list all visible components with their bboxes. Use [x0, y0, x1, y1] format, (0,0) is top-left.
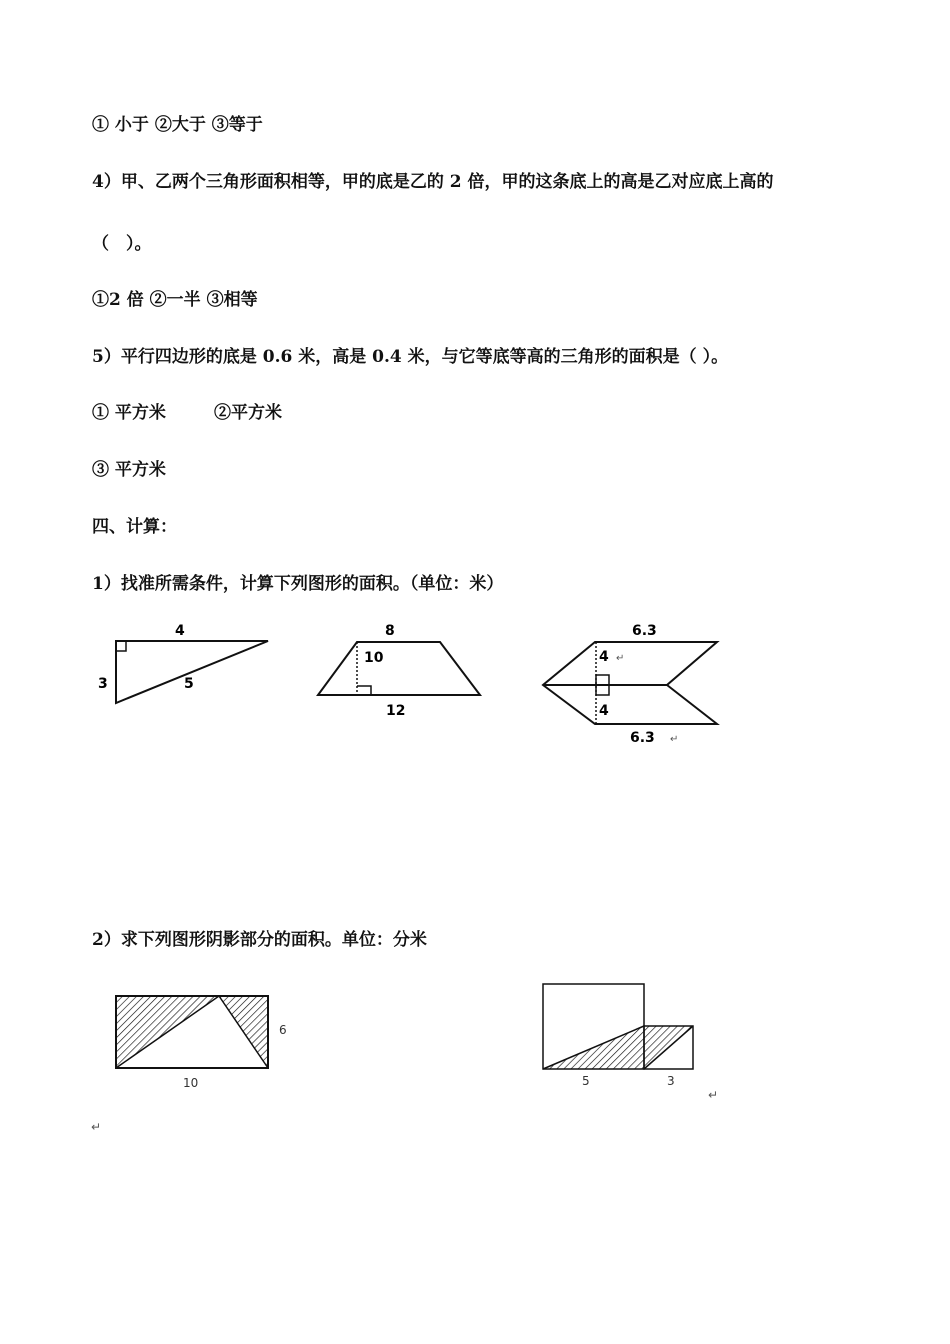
triangle-hyp-label: 5 — [184, 676, 194, 692]
return-mark: ↵ — [616, 653, 625, 664]
rect-side-label: 6 — [279, 1023, 287, 1037]
return-mark: ↵ — [91, 1120, 102, 1134]
return-mark: ↵ — [670, 734, 679, 745]
rect-bottom-label: 10 — [183, 1076, 199, 1090]
trapezoid-bottom-label: 12 — [386, 703, 406, 719]
q5-option-3: ③ 平方米 — [92, 460, 166, 480]
triangle-top-label: 4 — [175, 623, 185, 639]
square-right-label: 3 — [667, 1074, 675, 1088]
trapezoid-top-label: 8 — [385, 623, 395, 639]
q4-blank: （ ）。 — [92, 234, 152, 254]
arrow-top-label: 6.3 — [632, 623, 657, 639]
return-mark: ↵ — [708, 1088, 719, 1100]
trapezoid-height-label: 10 — [364, 650, 384, 666]
arrow-bottom-label: 6.3 — [630, 730, 655, 746]
right-triangle-figure — [90, 615, 280, 715]
q5-option-2: ②平方米 — [214, 403, 282, 423]
q4-stem: 4）甲、乙两个三角形面积相等，甲的底是乙的 2 倍，甲的这条底上的高是乙对应底上高的 — [92, 172, 774, 192]
shaded-rectangle-figure — [105, 985, 315, 1095]
square-left-label: 5 — [582, 1074, 590, 1088]
calc1-title: 1）找准所需条件，计算下列图形的面积。（单位：米） — [92, 574, 504, 594]
triangle-left-label: 3 — [98, 676, 108, 692]
arrow-height-top-label: 4 — [599, 649, 609, 665]
calc2-title: 2）求下列图形阴影部分的面积。单位：分米 — [92, 930, 427, 950]
q3-options: ① 小于 ②大于 ③等于 — [92, 115, 263, 135]
section-title: 四、计算： — [92, 517, 177, 537]
arrow-parallelogram-figure — [535, 615, 735, 750]
q5-stem: 5）平行四边形的底是 0.6 米，高是 0.4 米，与它等底等高的三角形的面积是（ ）。 — [92, 347, 729, 367]
two-squares-figure — [530, 975, 730, 1100]
trapezoid-figure — [310, 615, 490, 725]
arrow-height-bottom-label: 4 — [599, 703, 609, 719]
q5-option-1: ① 平方米 — [92, 403, 166, 423]
q4-options: ①2 倍 ②一半 ③相等 — [92, 290, 258, 310]
